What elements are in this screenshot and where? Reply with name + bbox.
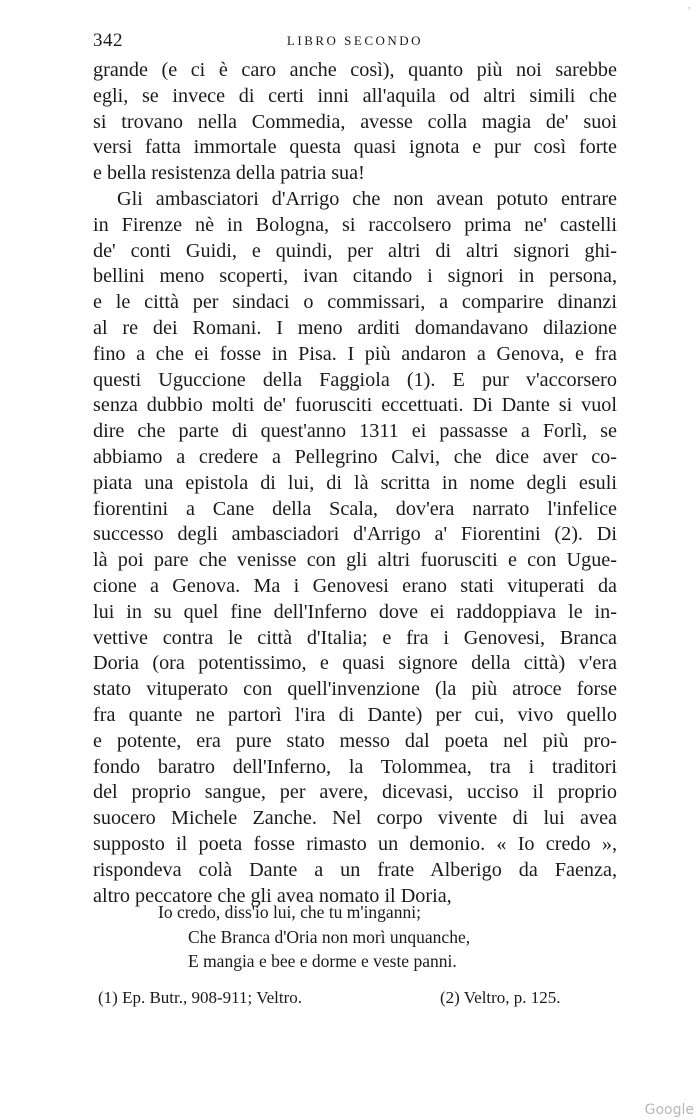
- text-line: stato vituperato con quell'invenzione (la più atroce forse: [93, 678, 617, 701]
- text-line: altro peccatore che gli avea nomato il Doria,: [93, 884, 452, 907]
- text-line: versi fatta immortale questa quasi ignota e pur così forte: [93, 136, 617, 159]
- text-line: Doria (ora potentissimo, e quasi signore della città) v'era: [93, 652, 617, 675]
- text-line: cione a Genova. Ma i Genovesi erano stati vituperati da: [93, 574, 617, 597]
- text-line: bellini meno scoperti, ivan citando i signori in persona,: [93, 265, 617, 288]
- text-line: là poi pare che venisse con gli altri fuorusciti e con Ugue-: [93, 549, 617, 572]
- text-line: egli, se invece di certi inni all'aquila od altri simili che: [93, 84, 617, 107]
- text-line: fondo baratro dell'Inferno, la Tolommea, tra i traditori: [93, 755, 617, 778]
- text-line: piata una epistola di lui, di là scritta in nome degli esuli: [93, 471, 617, 494]
- footnotes: [98, 988, 618, 1012]
- verse-line: Io credo, diss'io lui, che tu m'inganni;: [158, 902, 421, 922]
- text-line: fino a che ei fosse in Pisa. I più andaron a Genova, e fra: [93, 342, 617, 365]
- text-line: fiorentini a Cane della Scala, dov'era narrato l'infelice: [93, 497, 617, 520]
- page-header: [93, 30, 617, 56]
- text-line: dire che parte di quest'anno 1311 ei passasse a Forlì, se: [93, 420, 617, 443]
- digitizer-watermark: Google: [644, 1102, 694, 1118]
- text-line: lui in su quel fine dell'Inferno dove ei raddoppiava le in-: [93, 600, 617, 623]
- verse-line: E mangia e bee e dorme e veste panni.: [188, 951, 457, 971]
- text-line: questi Uguccione della Faggiola (1). E pur v'accorsero: [93, 368, 617, 391]
- text-line: al re dei Romani. I meno arditi domandavano dilazione: [93, 316, 617, 339]
- verse-quotation: [158, 900, 588, 974]
- page-number: 342: [93, 30, 123, 51]
- footnote-2: (2) Veltro, p. 125.: [440, 988, 561, 1007]
- text-line: abbiamo a credere a Pellegrino Calvi, che dice aver co-: [93, 445, 617, 468]
- text-line: successo degli ambasciadori d'Arrigo a' Fiorentini (2). Di: [93, 523, 617, 546]
- text-line: del proprio sangue, per avere, dicevasi, ucciso il proprio: [93, 781, 617, 804]
- text-line: in Firenze nè in Bologna, si raccolsero prima ne' castelli: [93, 213, 617, 236]
- text-line: rispondeva colà Dante a un frate Alberigo da Faenza,: [93, 858, 617, 881]
- text-line: Gli ambasciatori d'Arrigo che non avean potuto entrare: [117, 187, 617, 210]
- verse-line: Che Branca d'Oria non morì unquanche,: [188, 926, 471, 947]
- text-line: e bella resistenza della patria sua!: [93, 162, 365, 185]
- edge-mark: ': [688, 6, 690, 17]
- text-line: grande (e ci è caro anche così), quanto più noi sarebbe: [93, 59, 617, 81]
- text-line: e le città per sindaci o commissari, a comparire dinanzi: [93, 291, 617, 314]
- footnote-1: (1) Ep. Butr., 908-911; Veltro.: [98, 988, 302, 1007]
- text-line: de' conti Guidi, e quindi, per altri di altri signori ghi-: [93, 239, 617, 262]
- text-line: si trovano nella Commedia, avesse colla magia de' suoi: [93, 110, 617, 133]
- text-line: supposto il poeta fosse rimasto un demonio. « Io credo »,: [93, 832, 617, 855]
- text-line: vettive contra le città d'Italia; e fra i Genovesi, Branca: [93, 626, 617, 649]
- body-text: [93, 58, 617, 909]
- text-line: fra quante ne partorì l'ira di Dante) per cui, vivo quello: [93, 703, 617, 726]
- text-line: suocero Michele Zanche. Nel corpo vivente di lui avea: [93, 807, 617, 830]
- running-head: LIBRO SECONDO: [286, 33, 424, 48]
- text-line: senza dubbio molti de' fuorusciti eccettuati. Di Dante si vuol: [93, 394, 617, 417]
- text-line: e potente, era pure stato messo dal poeta nel più pro-: [93, 729, 617, 752]
